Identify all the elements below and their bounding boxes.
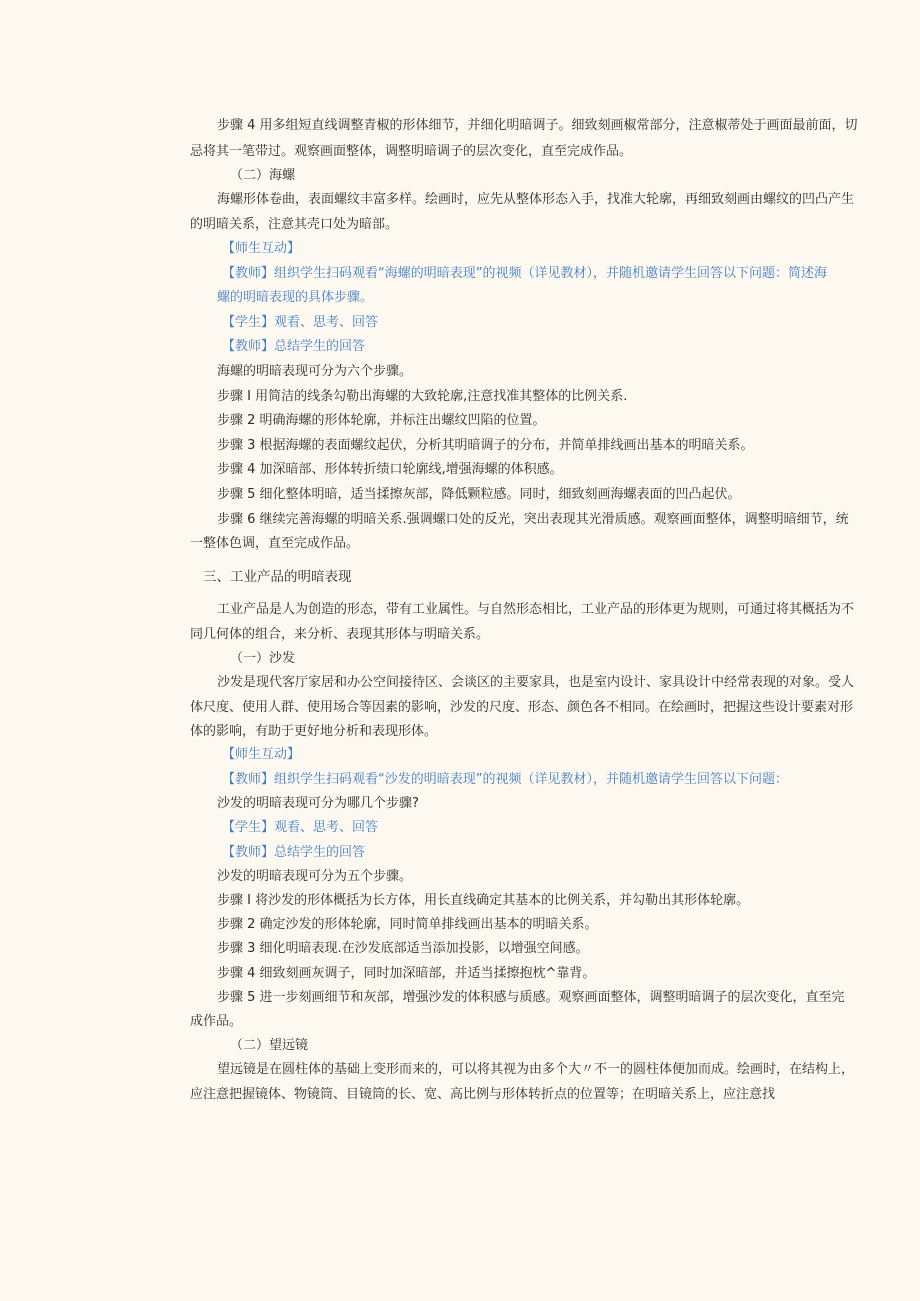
conch-step-1: 步骤 I 用简洁的线条勾勒出海螺的大致轮廓,注意找准其整体的比例关系.: [217, 389, 628, 404]
conch-step-3: 步骤 3 根据海螺的表面螺纹起伏，分析其明暗调子的分布，并简单排线画出基本的明暗关系。: [217, 438, 754, 453]
sofa-steps-intro: 沙发的明暗表现可分为五个步骤。: [217, 869, 413, 884]
teacher-prompt-sofa: 【教师】组织学生扫码观看“沙发的明暗表现”的视频（详见教材），并随机邀请学生回答以下问题：: [222, 772, 788, 787]
conch-step-4: 步骤 4 加深暗部、形体转折绩口轮廓线,增强海螺的体积感。: [217, 462, 563, 477]
sofa-question: 沙发的明暗表现可分为哪几个步骤?: [217, 796, 419, 811]
interaction-label-sofa: 【师生互动】: [222, 747, 301, 762]
teacher-prompt-conch-line-1: 【教师】组织学生扫码观看“海螺的明暗表现”的视频（详见教材），并随机邀请学生回答以下问题：简述海: [222, 266, 827, 281]
student-response-sofa: 【学生】观看、思考、回答: [222, 820, 379, 835]
conch-step-5: 步骤 5 细化整体明暗，适当揉擦灰部，降低颗粒感。同时，细致刻画海螺表面的凹凸起伏。: [217, 487, 741, 502]
sofa-intro-line-2: 体尺度、使用人群、使用场合等因素的影响，沙发的尺度、形态、颜色各不相同。在绘画时，把握这些设计要素对形: [190, 700, 854, 715]
subheading-sofa: （一）沙发: [230, 651, 296, 666]
telescope-intro-line-1: 望远镜是在圆柱体的基础上变形而来的，可以将其视为由多个大〃不一的圆柱体便加而成。绘画时，在结构上，: [217, 1062, 855, 1077]
teacher-summary-sofa: 【教师】总结学生的回答: [222, 845, 366, 860]
sofa-step-1: 步骤 I 将沙发的形体概括为长方体，用长直线确定其基本的比例关系，并勾勒出其形体轮廓。: [217, 893, 750, 908]
telescope-intro-line-2: 应注意把握镜体、物镜筒、目镜筒的长、宽、高比例与形体转折点的位置等；在明暗关系上，应注意找: [190, 1087, 776, 1102]
sofa-intro-line-1: 沙发是现代客厅家居和办公空间接待区、会谈区的主要家具，也是室内设计、家具设计中经常表现的对象。受人: [217, 675, 855, 690]
sofa-step-4: 步骤 4 细致刻画灰调子，同时加深暗部，并适当揉擦抱枕^靠背。: [217, 966, 596, 981]
section-heading-industrial: 三、工业产品的明暗表现: [203, 569, 352, 585]
conch-intro-line-1: 海螺形体卷曲，表面螺纹丰富多样。绘画时，应先从整体形态入手，找准大轮廓，再细致刻画由螺纹的凹凸产生: [217, 192, 855, 207]
interaction-label: 【师生互动】: [222, 241, 301, 256]
subheading-conch: （二）海螺: [230, 168, 296, 183]
sofa-step-2: 步骤 2 确定沙发的形体轮廓，同时简单排线画出基本的明暗关系。: [217, 917, 598, 932]
student-response-conch: 【学生】观看、思考、回答: [222, 315, 379, 330]
step-4-pepper-line-2: 忌将其一笔带过。观察画面整体，调整明暗调子的层次变化，直至完成作品。: [190, 144, 633, 159]
conch-step-6-line-1: 步骤 6 继续完善海螺的明暗关系.强调螺口处的反光，突出表现其光滑质感。观察画面整体，调整明暗细节，统: [217, 512, 849, 527]
conch-steps-intro: 海螺的明暗表现可分为六个步骤。: [217, 364, 413, 379]
conch-intro-line-2: 的明暗关系，注意其壳口处为暗部。: [190, 217, 399, 232]
sofa-step-3: 步骤 3 细化明暗表现.在沙发底部适当添加投影，以增强空间感。: [217, 941, 589, 956]
conch-step-6-line-2: 一整体色调，直至完成作品。: [190, 536, 360, 551]
sofa-step-5-line-2: 成作品。: [190, 1014, 243, 1029]
sofa-step-5-line-1: 步骤 5 进一步刻画细节和灰部，增强沙发的体积感与质感。观察画面整体，调整明暗调子的层次变化，直至完: [217, 990, 845, 1005]
sofa-intro-line-3: 体的影响，有助于更好地分析和表现形体。: [190, 724, 438, 739]
teacher-summary-conch: 【教师】总结学生的回答: [222, 339, 366, 354]
conch-step-2: 步骤 2 明确海螺的形体轮廓，并标注出螺纹凹陷的位置。: [217, 413, 546, 428]
step-4-pepper-line-1: 步骤 4 用多组短直线调整青椒的形体细节，并细化明暗调子。细致刻画椒常部分，注意椒蒂处于画面最前面，切: [217, 118, 858, 133]
teacher-prompt-conch-line-2: 螺的明暗表现的具体步骤。: [217, 290, 374, 305]
subheading-telescope: （二）望远镜: [230, 1038, 309, 1053]
industrial-intro-line-2: 同几何体的组合，来分析、表现其形体与明暗关系。: [190, 627, 490, 642]
industrial-intro-line-1: 工业产品是人为创造的形态，带有工业属性。与自然形态相比，工业产品的形体更为规则，可通过将其概括为不: [217, 602, 855, 617]
